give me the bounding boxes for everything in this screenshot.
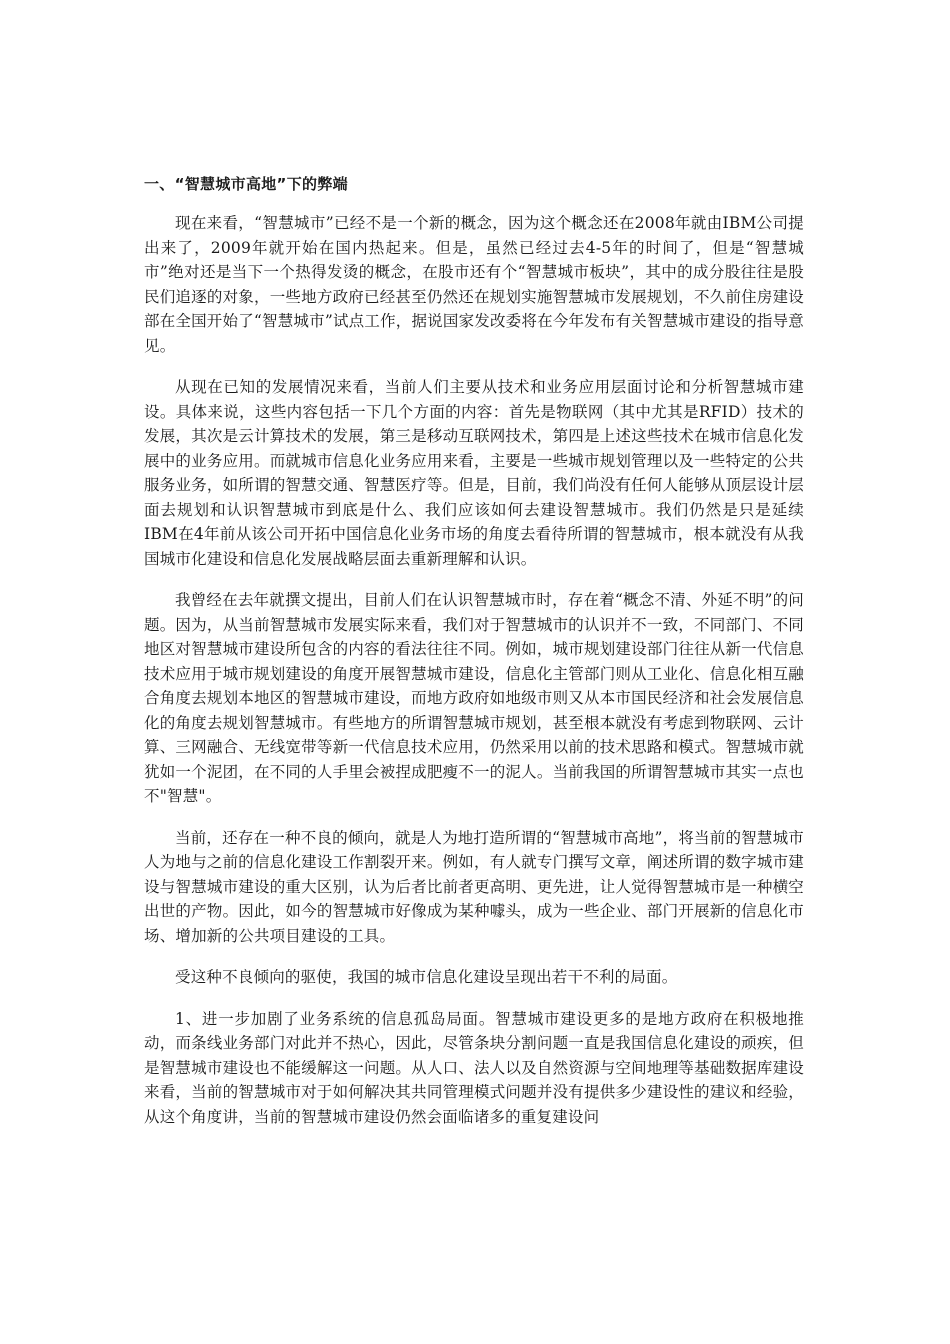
paragraph-3: 我曾经在去年就撰文提出，目前人们在认识智慧城市时，存在着“概念不清、外延不明”的问题。因为，从当前智慧城市发展实际来看，我们对于智慧城市的认识并不一致，不同部门、不同地区对智慧城市建设所包含的内容的看法往往不同。例如，城市规划建设部门往往从新一代信息技术应用于城市规划建设的角度开展智慧城市建设，信息化主管部门则从工业化、信息化相互融合角度去规划本地区的智慧城市建设，而地方政府如地级市则又从本市国民经济和社会发展信息化的角度去规划智慧城市。有些地方的所谓智慧城市规划，甚至根本就没有考虑到物联网、云计算、三网融合、无线宽带等新一代信息技术应用，仍然采用以前的技术思路和模式。智慧城市就犹如一个泥团，在不同的人手里会被捏成肥瘦不一的泥人。当前我国的所谓智慧城市其实一点也不"智慧"。 (144, 591, 804, 805)
section-heading: 一、“智慧城市高地”下的弊端 (144, 175, 348, 193)
document-body (144, 172, 804, 1146)
paragraph-5: 受这种不良倾向的驱使，我国的城市信息化建设呈现出若干不利的局面。 (175, 968, 678, 986)
paragraph-2: 从现在已知的发展情况来看，当前人们主要从技术和业务应用层面讨论和分析智慧城市建设。具体来说，这些内容包括一下几个方面的内容：首先是物联网（其中尤其是RFID）技术的发展，其次是云计算技术的发展，第三是移动互联网技术，第四是上述这些技术在城市信息化发展中的业务应用。而就城市信息化业务应用来看，主要是一些城市规划管理以及一些特定的公共服务业务，如所谓的智慧交通、智慧医疗等。但是，目前，我们尚没有任何人能够从顶层设计层面去规划和认识智慧城市到底是什么、我们应该如何去建设智慧城市。我们仍然是只是延续IBM在4年前从该公司开拓中国信息化业务市场的角度去看待所谓的智慧城市，根本就没有从我国城市化建设和信息化发展战略层面去重新理解和认识。 (144, 378, 804, 568)
paragraph-1: 现在来看，“智慧城市”已经不是一个新的概念，因为这个概念还在2008年就由IBM公司提出来了，2009年就开始在国内热起来。但是，虽然已经过去4-5年的时间了，但是“智慧城市”绝对还是当下一个热得发烫的概念，在股市还有个“智慧城市板块”，其中的成分股往往是股民们追逐的对象，一些地方政府已经甚至仍然还在规划实施智慧城市发展规划，不久前住房建设部在全国开始了“智慧城市”试点工作，据说国家发改委将在今年发布有关智慧城市建设的指导意见。 (144, 214, 804, 355)
paragraph-4: 当前，还存在一种不良的倾向，就是人为地打造所谓的“智慧城市高地”，将当前的智慧城市人为地与之前的信息化建设工作割裂开来。例如，有人就专门撰写文章，阐述所谓的数字城市建设与智慧城市建设的重大区别，认为后者比前者更高明、更先进，让人觉得智慧城市是一种横空出世的产物。因此，如今的智慧城市好像成为某种噱头，成为一些企业、部门开展新的信息化市场、增加新的公共项目建设的工具。 (144, 828, 804, 945)
paragraph-6: 1、进一步加剧了业务系统的信息孤岛局面。智慧城市建设更多的是地方政府在积极地推动，而条线业务部门对此并不热心，因此，尽管条块分割问题一直是我国信息化建设的顽疾，但是智慧城市建设也不能缓解这一问题。从人口、法人以及自然资源与空间地理等基础数据库建设来看，当前的智慧城市对于如何解决其共同管理模式问题并没有提供多少建设性的建议和经验，从这个角度讲，当前的智慧城市建设仍然会面临诸多的重复建设问 (144, 1009, 804, 1126)
